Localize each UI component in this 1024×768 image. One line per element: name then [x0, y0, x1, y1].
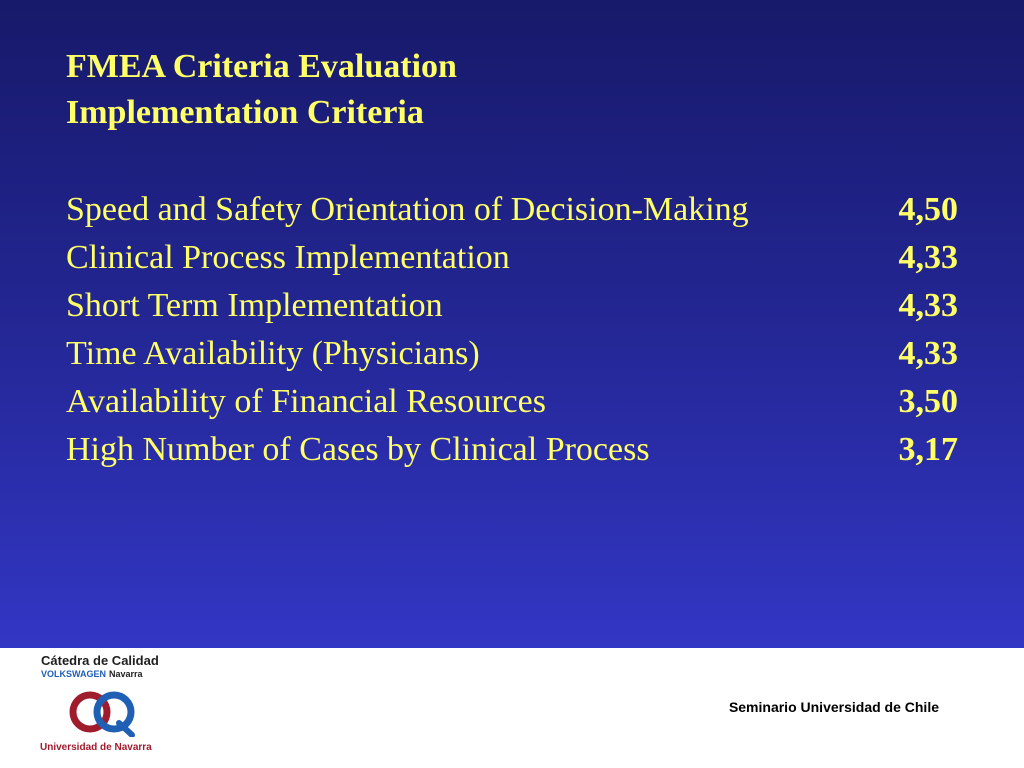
slide-title [66, 44, 457, 136]
criteria-row [66, 234, 958, 282]
criteria-label: High Number of Cases by Clinical Process [66, 431, 650, 468]
criteria-label: Clinical Process Implementation [66, 239, 510, 276]
criteria-score: 3,50 [898, 383, 958, 420]
logo-university-name: Universidad de Navarra [40, 742, 152, 753]
university-emblem-icon [64, 687, 144, 737]
criteria-score: 4,33 [898, 239, 958, 276]
logo-brand: VOLKSWAGEN [41, 669, 107, 679]
criteria-label: Time Availability (Physicians) [66, 335, 480, 372]
footer-caption: Seminario Universidad de Chile [728, 699, 939, 715]
university-logo [38, 653, 168, 763]
criteria-row [66, 330, 958, 378]
criteria-score: 4,33 [898, 335, 958, 372]
criteria-row [66, 378, 958, 426]
logo-region: Navarra [109, 669, 143, 679]
title-line-2: Implementation Criteria [66, 94, 424, 131]
logo-subtitle [41, 669, 143, 679]
criteria-label: Availability of Financial Resources [66, 383, 546, 420]
criteria-label: Short Term Implementation [66, 287, 443, 324]
criteria-score: 4,50 [898, 191, 958, 228]
criteria-score: 4,33 [898, 287, 958, 324]
title-line-1: FMEA Criteria Evaluation [66, 48, 457, 85]
criteria-score: 3,17 [898, 431, 958, 468]
criteria-row [66, 426, 958, 474]
criteria-row [66, 186, 958, 234]
criteria-label: Speed and Safety Orientation of Decision-Making [66, 191, 749, 228]
criteria-row [66, 282, 958, 330]
criteria-list [66, 186, 958, 474]
footer [0, 648, 1024, 768]
logo-title: Cátedra de Calidad [41, 653, 159, 668]
